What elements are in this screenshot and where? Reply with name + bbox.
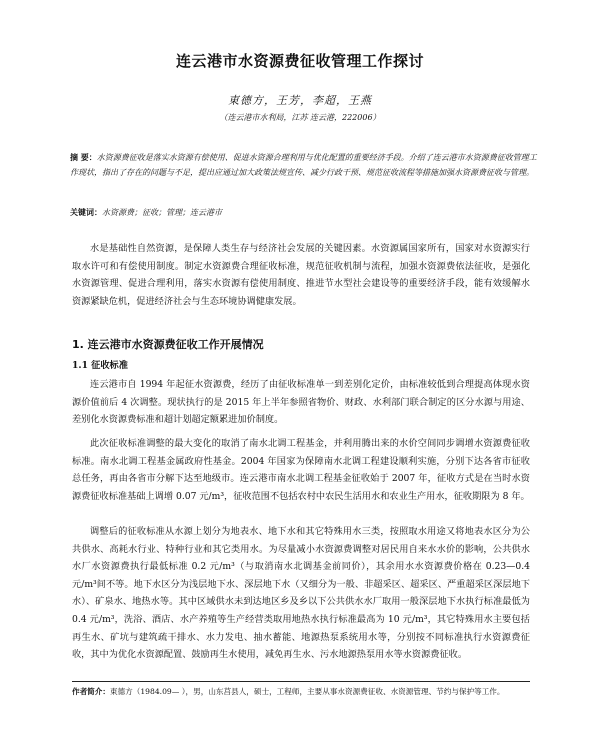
paper-title: 连云港市水资源费征收管理工作探讨 (175, 52, 424, 70)
body-paragraph: 连云港市自 1994 年起征水资源费，经历了由征收标准单一到差别化定价，由标准较低到合理提高体现水资源价值前后 4 次调整。现状执行的是 2015 年上半年参照省物价、财政、水利部门联合制定的区分水源与用途、差别化水资源费标准和超计划超定额累进加价制度。 (72, 379, 530, 426)
subsection-heading: 1.1 征收标准 (72, 360, 128, 371)
author-affiliation: （连云港市水利局，江苏 连云港，222006） (219, 113, 381, 122)
keywords (70, 207, 540, 218)
keywords-text: 水资源费；征收；管理；连云港市 (102, 208, 222, 217)
body-paragraph: 调整后的征收标准从水源上划分为地表水、地下水和其它特殊用水三类，按照取水用途又将地表水区分为公共供水、高耗水行业、特种行业和其它类用水。为尽量减小水资源费调整对居民用自来水水价的影响，公共供水水厂水资源费执行最低标准 0.2 元/m³（与取消南水北调基金前同价），其余用水水资源费价格在 0.23—0.4 元/m³间不等。地下水区分为浅层地下水、深层地下水（又细分为一般、非超采区、超采区、严重超采区深层地下水）、矿泉水、地热水等。其中区域供水未到达地区乡及乡以下公共供水水厂取用一般深层地下水执行标准最低为 0.4 元/m³，洗浴、酒店、水产养殖等生产经营类取用地热水执行标准最高为 10 元/m³，其它特殊用水主要包括再生水、矿坑与建筑疏干排水、水力发电、抽水蓄能、地源热泵系统用水等，分别按不同标准执行水资源费征收，其中为优化水资源配置、鼓励再生水使用，减免再生水、污水地源热泵用水等水资源费征收。 (72, 526, 530, 661)
abstract-text: 水资源费征收是落实水资源有偿使用、促进水资源合理利用与优化配置的重要经济手段。介绍了连云港市水资源费征收管理工作现状，指出了存在的问题与不足，提出应通过加大政策法规宣传、减少行政干预、规范征收流程等措施加强水资源费征收与管理。 (70, 153, 537, 177)
abstract (70, 150, 540, 180)
author-list: 東德方，王芳，李超，王燕 (228, 94, 372, 107)
intro-paragraph: 水是基础性自然资源，是保障人类生存与经济社会发展的关键因素。水资源属国家所有，国家对水资源实行取水许可和有偿使用制度。制定水资源费合理征收标准，规范征收机制与流程，加强水资源费依法征收，是强化水资源管理、促进合理利用，落实水资源有偿使用制度、推进节水型社会建设等的重要经济手段，能有效缓解水资源紧缺危机，促进经济社会与生态环境协调健康发展。 (72, 243, 530, 307)
section-heading: 1. 连云港市水资源费征收工作开展情况 (72, 338, 264, 351)
abstract-label: 摘 要： (70, 152, 97, 162)
author-footnote (72, 685, 530, 698)
footnote-text: 東德方（1984.09— ），男，山东莒县人，硕士，工程师，主要从事水资源费征收、水资源管理、节约与保护等工作。 (109, 687, 505, 696)
keywords-label: 关键词： (70, 207, 102, 217)
footnote-divider (72, 681, 530, 682)
footnote-label: 作者简介： (72, 687, 110, 696)
body-paragraph: 此次征收标准调整的最大变化的取消了南水北调工程基金，并利用腾出来的水价空间同步调增水资源费征收标准。南水北调工程基金属政府性基金。2004 年国家为保障南水北调工程建设顺利实施，分别下达各省市征收总任务，再由各省市分解下达至地级市。连云港市南水北调工程基金征收始于 2007 年，征收方式是在当时水资源费征收标准基础上调增 0.07 元/m³，征收范围不包括农村中农民生活用水和农业生产用水，征收期限为 8 年。 (72, 438, 530, 502)
